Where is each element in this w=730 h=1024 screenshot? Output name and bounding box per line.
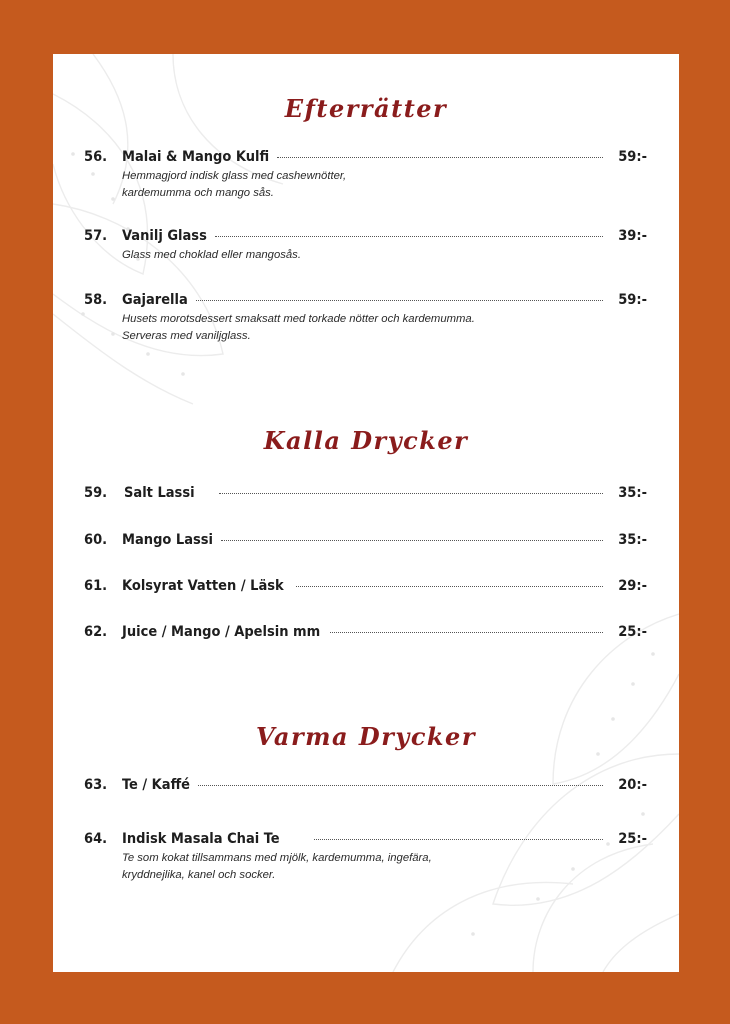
item-price: 29:-: [618, 578, 647, 594]
dot-leader: [330, 632, 603, 633]
item-number: 63.: [84, 777, 108, 793]
item-number: 62.: [84, 624, 108, 640]
dot-leader: [215, 236, 603, 237]
section-title-varma-drycker: Varma Drycker: [256, 722, 476, 751]
menu-item: [84, 485, 647, 505]
item-number: 57.: [84, 228, 108, 244]
dot-leader: [296, 586, 603, 587]
dot-leader: [277, 157, 603, 158]
item-description: Hemmagjord indisk glass med cashewnötter, kardemumma och mango sås.: [122, 170, 347, 199]
item-price: 39:-: [618, 228, 647, 244]
menu-item: [84, 228, 647, 264]
item-name: Gajarella: [122, 292, 188, 308]
item-name: Kolsyrat Vatten / Läsk: [122, 578, 284, 594]
menu-item: [84, 777, 647, 797]
menu-item: [84, 578, 647, 598]
menu-item: [84, 624, 647, 644]
item-price: 35:-: [618, 485, 647, 501]
item-number: 64.: [84, 831, 108, 847]
menu-page: [53, 54, 679, 972]
dot-leader: [219, 493, 603, 494]
item-description: Husets morotsdessert smaksatt med torkade nötter och kardemumma. Serveras med vaniljglass.: [122, 313, 475, 342]
dot-leader: [221, 540, 603, 541]
item-name: Indisk Masala Chai Te: [122, 831, 280, 847]
menu-item: [84, 149, 647, 202]
item-price: 59:-: [618, 149, 647, 165]
item-price: 25:-: [618, 624, 647, 640]
item-name: Juice / Mango / Apelsin mm: [122, 624, 321, 640]
item-number: 61.: [84, 578, 108, 594]
section-title-kalla-drycker: Kalla Drycker: [263, 426, 469, 455]
section-title-efterratter: Efterrätter: [284, 94, 448, 123]
item-price: 35:-: [618, 532, 647, 548]
item-price: 59:-: [618, 292, 647, 308]
item-price: 20:-: [618, 777, 647, 793]
item-number: 59.: [84, 485, 108, 501]
menu-item: [84, 532, 647, 552]
item-number: 60.: [84, 532, 108, 548]
dot-leader: [198, 785, 603, 786]
item-name: Te / Kaffé: [122, 777, 190, 793]
item-description: Glass med choklad eller mangosås.: [122, 249, 301, 261]
dot-leader: [314, 839, 603, 840]
item-number: 58.: [84, 292, 108, 308]
item-number: 56.: [84, 149, 108, 165]
dot-leader: [196, 300, 603, 301]
menu-item: [84, 292, 647, 345]
menu-item: [84, 831, 647, 884]
item-description: Te som kokat tillsammans med mjölk, kardemumma, ingefära, kryddnejlika, kanel och socker.: [122, 852, 432, 881]
item-name: Salt Lassi: [124, 485, 195, 501]
item-name: Malai & Mango Kulfi: [122, 149, 270, 165]
item-price: 25:-: [618, 831, 647, 847]
item-name: Vanilj Glass: [122, 228, 207, 244]
item-name: Mango Lassi: [122, 532, 214, 548]
